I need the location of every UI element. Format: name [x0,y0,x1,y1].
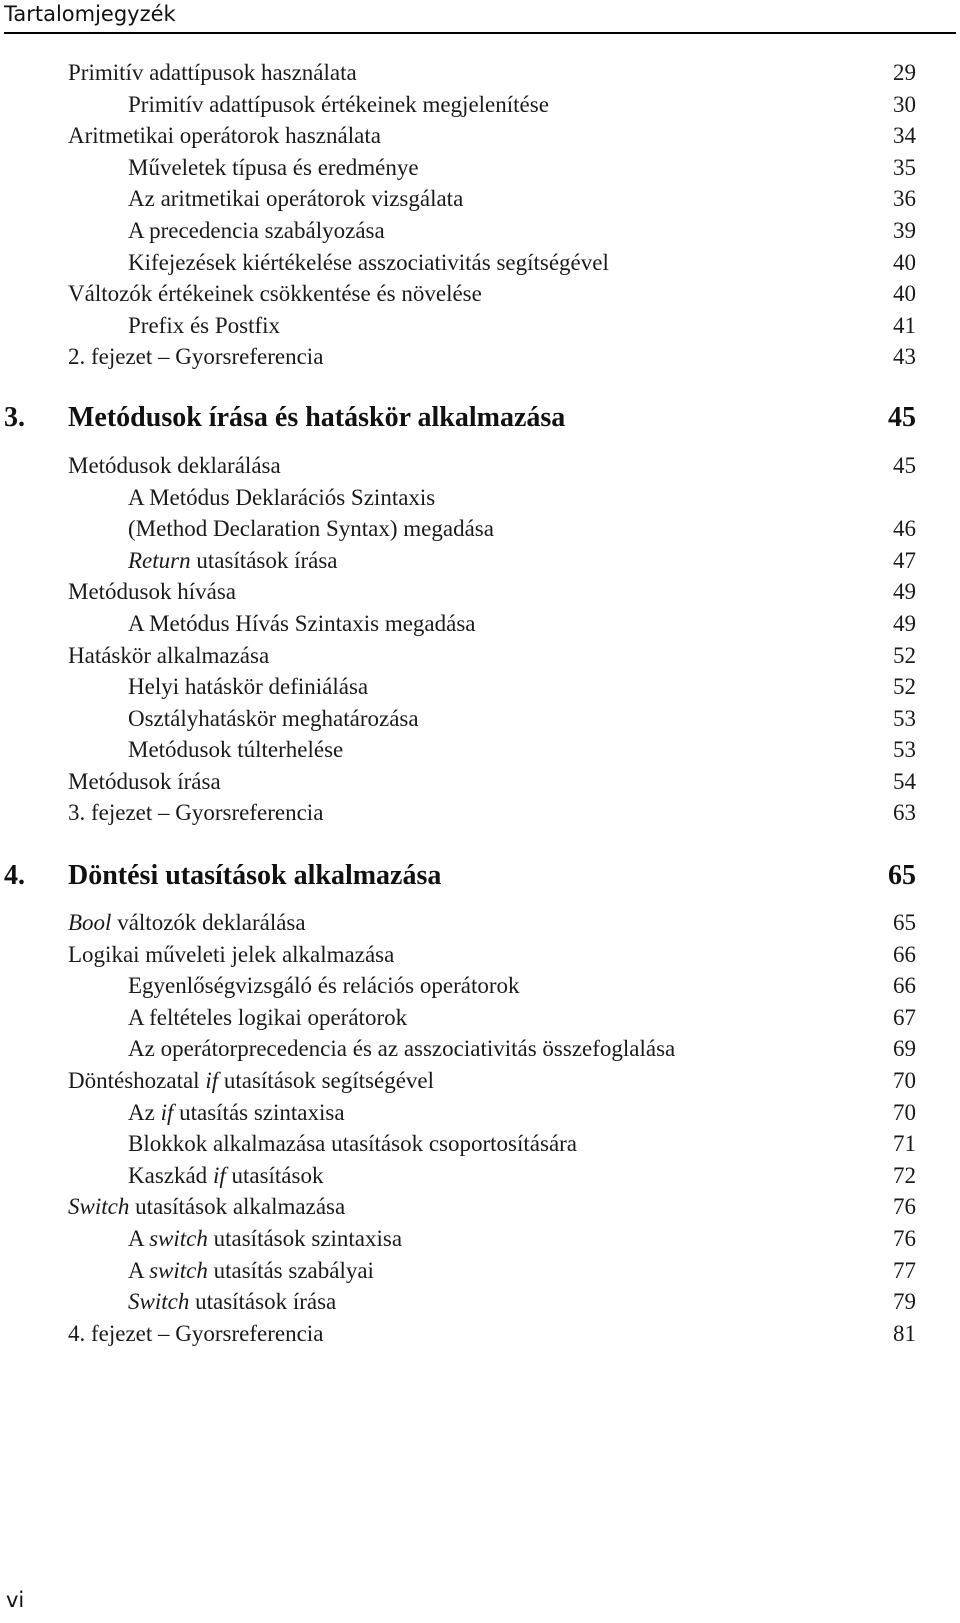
toc-entry[interactable] [68,970,916,1002]
toc-entry-page: 49 [893,610,916,636]
toc-entry-title: Switch utasítások írása [128,1289,337,1315]
toc-entry-page: 53 [893,705,916,731]
toc-entry-page: 34 [893,123,916,149]
toc-entry[interactable] [68,907,916,939]
toc-entry-page: 52 [893,674,916,700]
chapter-3-entries [68,450,916,829]
toc-entry-title: Kaszkád if utasítások [128,1162,324,1188]
toc-entry[interactable] [68,278,916,310]
toc-entry-page: 76 [893,1194,916,1220]
toc-entry-page: 40 [893,249,916,275]
toc-entry-page: 66 [893,941,916,967]
toc-entry[interactable] [68,247,916,279]
toc-entry[interactable] [68,1097,916,1129]
toc-entry[interactable] [68,1191,916,1223]
toc-entry-title: A switch utasítások szintaxisa [128,1226,403,1251]
toc-entry-title: Bool változók deklarálása [68,910,306,936]
toc-entry-title: A precedencia szabályozása [128,217,385,243]
toc-entry-title: Return utasítások írása [128,547,338,573]
toc-entry[interactable] [68,57,916,89]
toc-entry-page: 70 [893,1099,916,1125]
chapter-heading-3 [4,402,916,434]
toc-entry-title: A switch utasítás szabályai [128,1257,374,1283]
toc-entry[interactable] [68,183,916,215]
page-number: vi [6,1588,25,1612]
toc-entry-title: 4. fejezet – Gyorsreferencia [68,1320,324,1346]
toc-entry-page: 47 [893,547,916,573]
toc-entry-title: Prefix és Postfix [128,312,281,338]
toc-entry[interactable] [68,734,916,766]
toc-entry[interactable] [68,1128,916,1160]
toc-entry-page: 70 [893,1068,916,1094]
toc-entry-page: 71 [893,1131,916,1157]
toc-entry-title: Az aritmetikai operátorok vizsgálata [128,186,464,212]
toc-entry-title: A Metódus Deklarációs Szintaxis [128,484,436,510]
toc-entry-page: 39 [893,217,916,243]
toc-entry-page: 49 [893,579,916,605]
toc-entry-title: Primitív adattípusok értékeinek megjelenítése [128,91,549,117]
toc-entry-title: (Method Declaration Syntax) megadása [128,516,494,542]
toc-entry[interactable] [68,1318,916,1350]
toc-entry-page: 67 [893,1004,916,1030]
toc-entry-page: 30 [893,91,916,117]
chapter-heading-4 [4,860,916,892]
toc-entry[interactable] [68,310,916,342]
toc-entry-title: A Metódus Hívás Szintaxis megadása [128,610,476,636]
toc-entry-page: 52 [893,642,916,668]
toc-entry-page: 65 [893,910,916,936]
toc-entry[interactable] [68,576,916,608]
toc-entry[interactable] [68,640,916,672]
toc-entry-page: 79 [893,1289,916,1315]
toc-entry[interactable] [68,1255,916,1287]
chapter-title: Döntési utasítások alkalmazása [68,860,442,892]
toc-entry[interactable] [68,482,916,514]
toc-entry[interactable] [68,939,916,971]
toc-entry-title: 3. fejezet – Gyorsreferencia [68,800,324,826]
toc-entry-page: 41 [893,312,916,338]
toc-entry-page: 29 [893,60,916,85]
toc-entry-page: 40 [893,281,916,307]
toc-entry-title: Az operátorprecedencia és az asszociativitás összefoglalása [128,1036,676,1062]
toc-entry-page: 66 [893,973,916,999]
toc-section-continued [68,57,916,373]
toc-entry[interactable] [68,450,916,482]
running-header: Tartalomjegyzék [4,2,176,26]
chapter-number: 4. [4,860,25,892]
toc-entry-title: 2. fejezet – Gyorsreferencia [68,344,324,370]
toc-entry-title: Blokkok alkalmazása utasítások csoportosítására [128,1131,578,1157]
chapter-number: 3. [4,401,25,433]
toc-entry[interactable] [68,545,916,577]
table-of-contents [4,57,916,1349]
toc-entry[interactable] [68,215,916,247]
toc-entry-title: Metódusok deklarálása [68,452,281,478]
toc-entry-page: 76 [893,1226,916,1251]
chapter-page: 65 [888,860,916,892]
toc-entry-title: Az if utasítás szintaxisa [128,1099,345,1125]
toc-entry-page: 72 [893,1162,916,1188]
toc-entry-title: Helyi hatáskör definiálása [128,674,369,700]
toc-entry-page: 46 [893,516,916,542]
toc-entry-title: Osztályhatáskör meghatározása [128,705,419,731]
toc-entry-title: Kifejezések kiértékelése asszociativitás segítségével [128,249,609,275]
chapter-4-entries [68,907,916,1349]
toc-entry[interactable] [68,1002,916,1034]
toc-entry-title: Egyenlőségvizsgáló és relációs operátorok [128,973,520,999]
toc-entry[interactable] [68,513,916,545]
toc-entry-title: Változók értékeinek csökkentése és növelése [68,281,482,307]
toc-entry-title: Logikai műveleti jelek alkalmazása [68,941,395,967]
toc-entry[interactable] [68,766,916,798]
toc-entry[interactable] [68,703,916,735]
toc-entry-title: Primitív adattípusok használata [68,60,357,85]
toc-entry[interactable] [68,671,916,703]
toc-entry-page: 45 [893,452,916,478]
toc-entry-page: 77 [893,1257,916,1283]
toc-entry-page: 69 [893,1036,916,1062]
toc-entry-page: 53 [893,737,916,763]
toc-entry-title: Metódusok írása [68,768,221,794]
toc-entry[interactable] [68,1223,916,1255]
toc-entry-page: 63 [893,800,916,826]
toc-entry-title: Hatáskör alkalmazása [68,642,270,668]
toc-entry-page: 54 [893,768,916,794]
header-rule [4,32,956,34]
toc-entry[interactable] [68,152,916,184]
toc-entry-title: Műveletek típusa és eredménye [128,154,419,180]
toc-entry-title: Metódusok túlterhelése [128,737,344,763]
chapter-title: Metódusok írása és hatáskör alkalmazása [68,401,566,433]
toc-entry[interactable] [68,1033,916,1065]
toc-entry-page: 81 [893,1320,916,1346]
toc-entry-title: Aritmetikai operátorok használata [68,123,381,149]
toc-entry-page: 35 [893,154,916,180]
toc-entry-page: 36 [893,186,916,212]
toc-entry[interactable] [68,797,916,829]
toc-entry[interactable] [68,120,916,152]
toc-entry-title: Switch utasítások alkalmazása [68,1194,346,1220]
toc-entry-title: A feltételes logikai operátorok [128,1004,408,1030]
chapter-page: 45 [888,401,916,433]
toc-entry-title: Döntéshozatal if utasítások segítségével [68,1068,435,1094]
toc-entry[interactable] [68,1286,916,1318]
toc-entry[interactable] [68,1065,916,1097]
toc-entry-page: 43 [893,344,916,370]
toc-entry[interactable] [68,341,916,373]
toc-entry[interactable] [68,89,916,121]
toc-entry[interactable] [68,1160,916,1192]
toc-entry-title: Metódusok hívása [68,579,237,605]
toc-entry[interactable] [68,608,916,640]
